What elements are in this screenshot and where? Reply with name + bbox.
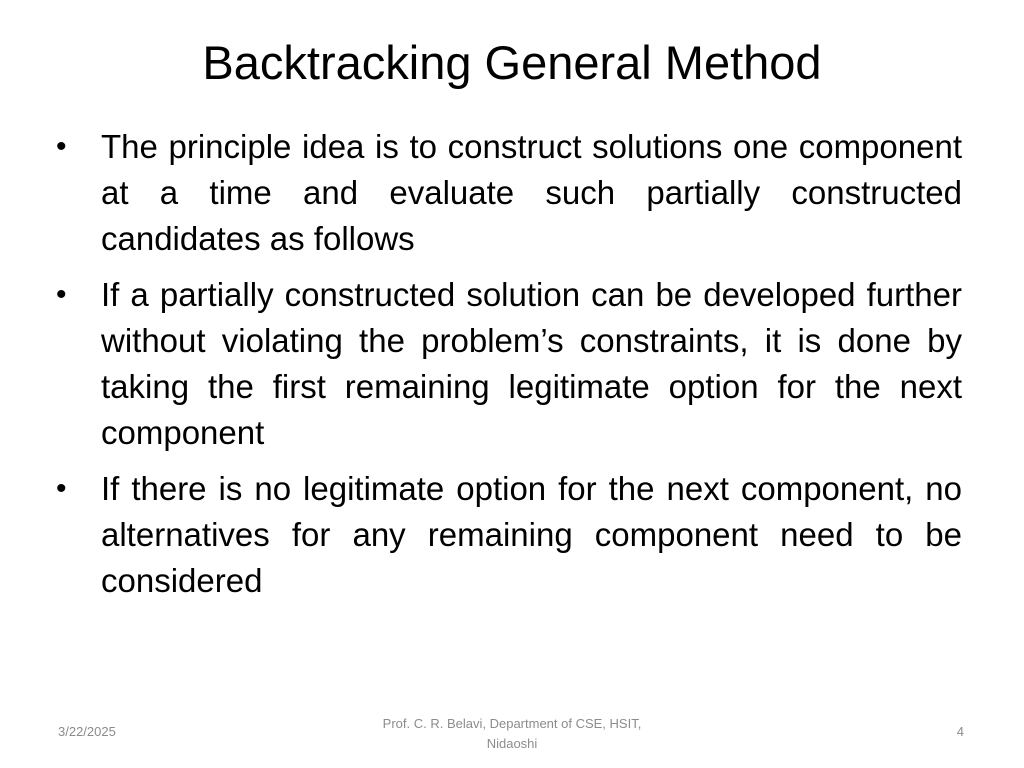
bullet-item: [56, 466, 962, 604]
bullet-text: The principle idea is to construct solutions one component at a time and evaluate such partially constructed candidates as follows: [101, 128, 962, 257]
footer-author-line2: Nidaoshi: [486, 736, 538, 751]
footer-author: [346, 714, 678, 754]
bullet-text: If there is no legitimate option for the next component, no alternatives for any remaining component need to be considered: [101, 470, 962, 599]
bullet-dot-icon: •: [56, 278, 67, 311]
bullet-dot-icon: •: [56, 130, 67, 163]
bullet-text: If a partially constructed solution can be developed further without violating the problem’s constraints, it is done by taking the first remaining legitimate option for the next component: [101, 276, 962, 451]
page-number: 4: [956, 724, 964, 739]
footer-author-line1: Prof. C. R. Belavi, Department of CSE, HSIT,: [382, 716, 642, 731]
footer-date: 3/22/2025: [58, 724, 116, 739]
bullet-item: [56, 272, 962, 456]
bullet-list: [56, 124, 962, 614]
bullet-item: [56, 124, 962, 262]
bullet-dot-icon: •: [56, 472, 67, 505]
slide-title: Backtracking General Method: [202, 36, 822, 89]
